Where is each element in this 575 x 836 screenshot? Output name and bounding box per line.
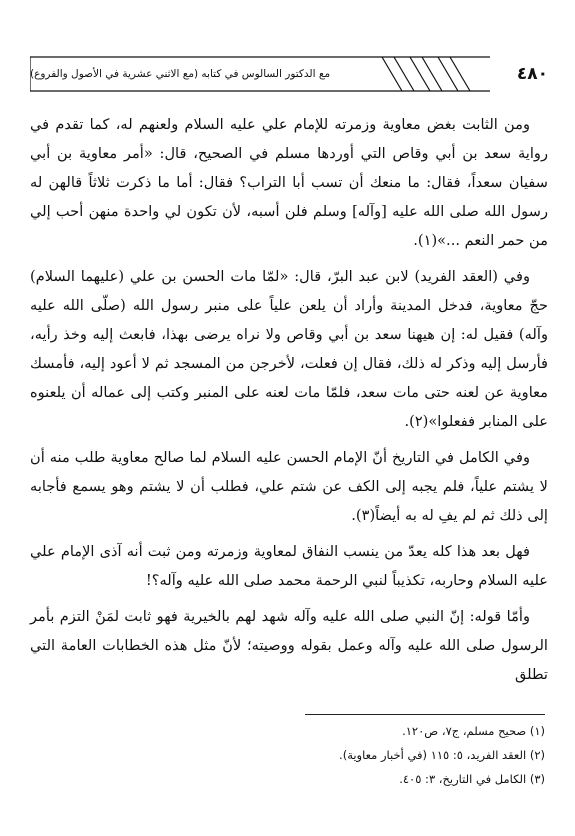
running-title: مع الدكتور السالوس في كتابه (مع الاثني عشرية في الأصول والفروع): [30, 68, 331, 80]
paragraph: وفي (العقد الفريد) لابن عبد البرّ، قال: «لمّا مات الحسن بن علي (عليهما السلام) حجّ معاوية، فدخل المدينة وأراد أن يلعن علياً على منبر رسول الله (صلّى الله عليه وآله) فقيل له: إن هيهنا سعد بن أبي وقاص ولا نراه يرضى بهذا، فابعث إليه وخذ رأيه، فأرسل إليه وذكر له ذلك، فقال إن فعلت، لأخرجن من المسجد ثم لا أعود إليه، فأمسك معاوية عن لعنه حتى مات سعد، فلمّا مات لعنه على المنبر وكتب إلى عماله أن يلعنوه على المنابر ففعلوا»(٢).: [30, 268, 548, 430]
paragraph: فهل بعد هذا كله يعدّ من ينسب النفاق لمعاوية وزمرته ومن ثبت أنه آذى الإمام علي عليه السلام وحاربه، تكذيباً لنبي الرحمة محمد صلى الله عليه وآله؟!: [30, 543, 548, 589]
page-number: ٤٨٠: [516, 64, 548, 84]
paragraph: ومن الثابت بغض معاوية وزمرته للإمام علي عليه السلام ولعنهم له، كما تقدم في رواية سعد بن أبي وقاص التي أوردها مسلم في الصحيح، قال: «أمر معاوية بن أبي سفيان سعداً، فقال: ما منعك أن تسب أبا التراب؟ فقال: أما ما ذكرت ثلاثاً قالهن له رسول الله صلى الله عليه [وآله] وسلم فلن أسبه، لأن تكون لي واحدة منهن أحب إلي من حمر النعم ...»(١).: [30, 116, 548, 249]
paragraph: وأمّا قوله: إنّ النبي صلى الله عليه وآله شهد لهم بالخيرية فهو ثابت لمَنْ التزم بأمر الرسول صلى الله عليه وآله وعمل بقوله ووصيته؛ لأنّ مثل هذه الخطابات العامة التي تطلق: [30, 608, 548, 683]
footnote: (١) صحيح مسلم، ج٧، ص١٢٠.: [402, 724, 545, 738]
paragraph: وفي الكامل في التاريخ أنّ الإمام الحسن عليه السلام لما صالح معاوية طلب منه أن لا يشتم علياً، فلم يجبه إلى الكف عن شتم علي، فطلب أن لا يشتم وهو يسمع فأجابه إلى ذلك ثم لم يفِ له به أيضاً(٣).: [30, 449, 548, 524]
main-text: [30, 110, 548, 696]
page-header: [30, 54, 548, 94]
footnote: (٣) الكامل في التاريخ، ٣: ٤٠٥.: [399, 772, 545, 786]
footnote-divider: [305, 714, 545, 715]
footnotes: [27, 719, 545, 791]
footnote: (٢) العقد الفريد، ٥: ١١٥ (في أخبار معاوية).: [339, 748, 545, 762]
